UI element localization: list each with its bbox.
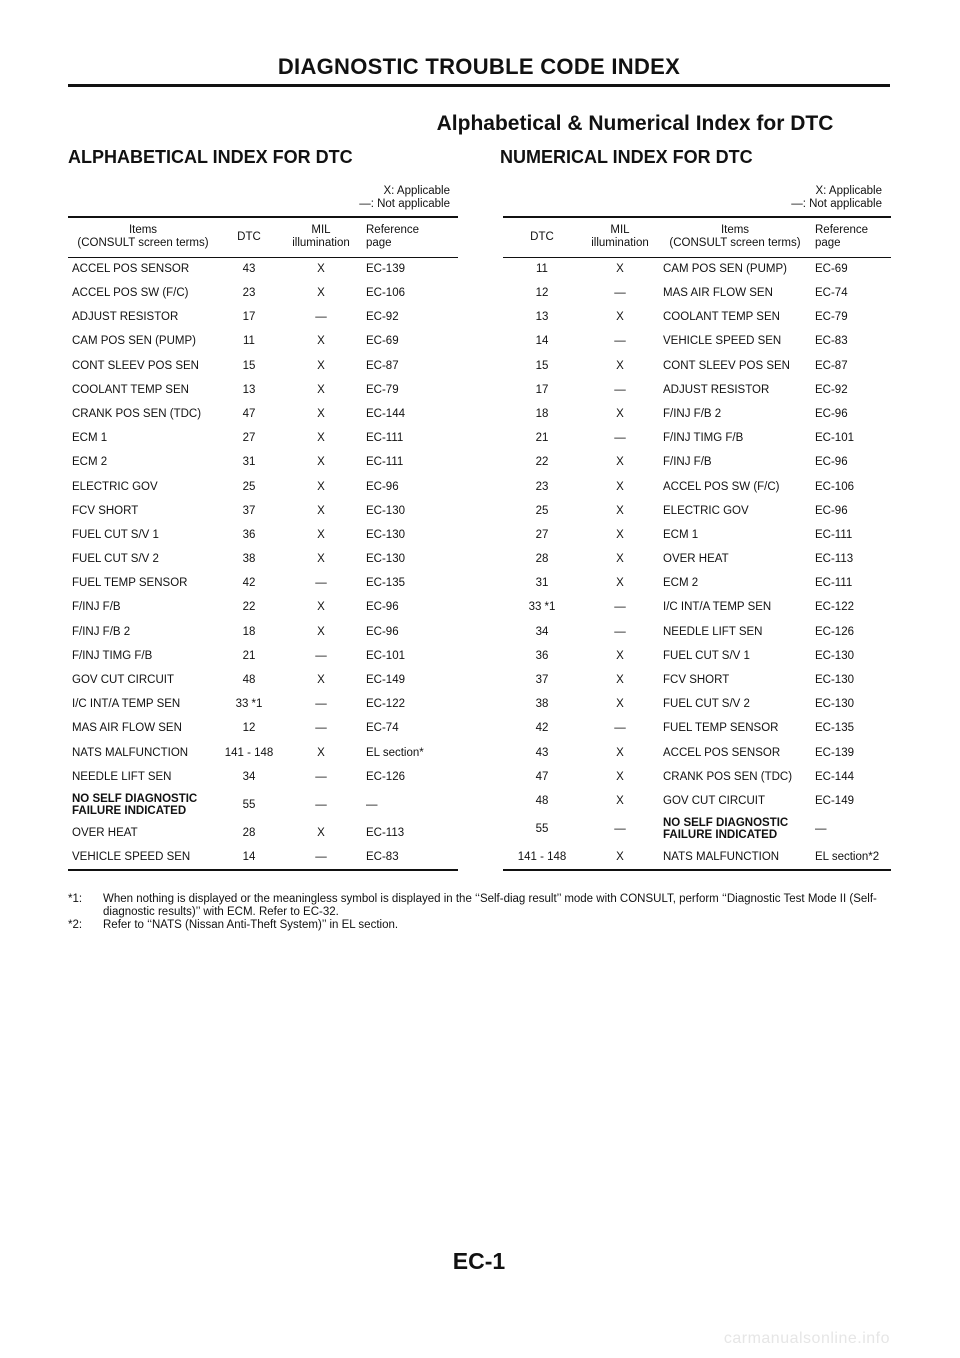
alpha-cell-item: FCV SHORT [72, 504, 139, 517]
alpha-table-row [68, 571, 458, 595]
numeric-cell-ref: EC-106 [815, 480, 854, 493]
alpha-cell-item: GOV CUT CIRCUIT [72, 674, 175, 687]
numeric-cell-item: VEHICLE SPEED SEN [663, 335, 782, 348]
numeric-col-items-line2: (CONSULT screen terms) [669, 237, 801, 250]
numeric-cell-ref: EC-122 [815, 601, 854, 614]
alpha-col-items-line1: Items [128, 224, 158, 237]
alpha-cell-item: ECM 1 [72, 432, 108, 445]
alpha-table-row [68, 717, 458, 741]
alpha-cell-item: FUEL CUT S/V 1 [72, 528, 159, 541]
numeric-cell-mil: X [616, 698, 624, 711]
alpha-table-row [68, 644, 458, 668]
alpha-cell-mil: — [315, 649, 327, 662]
alpha-cell-dtc: 11 [243, 335, 255, 348]
numeric-table-body [503, 257, 891, 870]
alpha-cell-ref: EC-126 [366, 770, 405, 783]
alpha-cell-dtc: 36 [242, 528, 256, 541]
numeric-cell-item: FUEL TEMP SENSOR [663, 722, 779, 735]
numeric-cell-ref: EC-92 [815, 383, 848, 396]
watermark: carmanualsonline.info [723, 1330, 890, 1347]
numeric-cell-item: ECM 1 [663, 528, 699, 541]
alpha-cell-dtc: 17 [242, 311, 256, 324]
alpha-cell-ref: EC-113 [366, 826, 405, 839]
numeric-col-items [659, 217, 811, 257]
alpha-cell-mil: X [317, 432, 325, 445]
numeric-cell-item: NEEDLE LIFT SEN [663, 625, 763, 638]
numeric-table-row [503, 789, 891, 813]
alpha-cell-dtc: 27 [242, 432, 256, 445]
alpha-section-title: ALPHABETICAL INDEX FOR DTC [68, 147, 353, 167]
alpha-cell-mil: — [315, 311, 327, 324]
numeric-index-table [503, 216, 891, 871]
alpha-cell-mil: — [315, 722, 327, 735]
numeric-cell-mil: — [614, 383, 626, 396]
numeric-cell-mil: — [614, 335, 626, 348]
numeric-cell-ref: EC-130 [815, 674, 854, 687]
alpha-cell-item: ACCEL POS SW (F/C) [72, 287, 189, 300]
alpha-col-dtc: DTC [218, 217, 280, 257]
alpha-table-row [68, 596, 458, 620]
numeric-table-row [503, 426, 891, 450]
numeric-cell-item: CRANK POS SEN (TDC) [663, 770, 793, 783]
alpha-cell-mil: X [317, 504, 325, 517]
numeric-table-row [503, 378, 891, 402]
alpha-cell-mil: — [280, 845, 362, 869]
alpha-cell-ref: — [366, 798, 378, 811]
footnote [68, 893, 892, 919]
numeric-table-row [503, 257, 891, 281]
alpha-table-row [68, 821, 458, 845]
numeric-col-dtc: DTC [503, 217, 581, 257]
alpha-table-row [68, 845, 458, 869]
alpha-table-row [68, 426, 458, 450]
alpha-table-row [68, 620, 458, 644]
numeric-cell-dtc: 13 [535, 311, 549, 324]
alpha-cell-item: OVER HEAT [72, 826, 138, 839]
numeric-cell-dtc: 33 *1 [528, 601, 556, 614]
alpha-table-row [68, 281, 458, 305]
alpha-table-row [68, 451, 458, 475]
alpha-cell-ref: EC-74 [366, 722, 399, 735]
numeric-cell-mil: X [616, 456, 624, 469]
numeric-cell-item: F/INJ F/B [663, 456, 712, 469]
numeric-cell-item: NO SELF DIAGNOSTIC FAILURE INDICATED [663, 816, 789, 842]
numeric-cell-mil: — [614, 823, 626, 836]
alpha-table-row [68, 402, 458, 426]
alpha-cell-dtc: 14 [218, 845, 280, 869]
alpha-cell-dtc: 15 [242, 359, 256, 372]
numeric-cell-dtc: 25 [535, 504, 549, 517]
numeric-cell-dtc: 141 - 148 [503, 845, 581, 869]
numeric-cell-dtc: 14 [535, 335, 549, 348]
numeric-cell-ref: EC-113 [815, 553, 854, 566]
alpha-table-row [68, 257, 458, 281]
alpha-table-row [68, 330, 458, 354]
alpha-cell-ref: EC-122 [366, 698, 405, 711]
numeric-cell-dtc: 55 [535, 823, 549, 836]
numeric-cell-dtc: 48 [535, 794, 549, 807]
numeric-table-row [503, 281, 891, 305]
alpha-table-row [68, 741, 458, 765]
alpha-cell-ref: EL section* [366, 746, 424, 759]
alpha-cell-ref: EC-135 [366, 577, 405, 590]
alpha-cell-mil: X [317, 826, 325, 839]
numeric-col-mil [581, 217, 659, 257]
numeric-cell-ref: EC-126 [815, 625, 854, 638]
numeric-cell-mil: X [616, 359, 624, 372]
numeric-cell-dtc: 28 [535, 553, 549, 566]
alpha-table-body [68, 257, 458, 870]
numeric-cell-mil: X [616, 577, 624, 590]
alpha-cell-dtc: 21 [242, 649, 256, 662]
alpha-cell-dtc: 141 - 148 [224, 746, 274, 759]
alpha-cell-item: MAS AIR FLOW SEN [72, 722, 182, 735]
numeric-cell-mil: X [616, 649, 624, 662]
alpha-table-row [68, 305, 458, 329]
alpha-cell-ref: EC-69 [366, 335, 399, 348]
alpha-cell-ref: EC-92 [366, 311, 399, 324]
alpha-legend [250, 185, 450, 211]
numeric-table-row [503, 644, 891, 668]
alpha-index-table [68, 216, 458, 871]
alpha-table-row [68, 668, 458, 692]
numeric-cell-ref: EC-111 [815, 528, 853, 541]
numeric-cell-mil: — [614, 722, 626, 735]
numeric-cell-ref: EC-96 [815, 407, 848, 420]
numeric-cell-dtc: 15 [535, 359, 549, 372]
alpha-cell-ref: EC-130 [366, 504, 405, 517]
numeric-table-row [503, 499, 891, 523]
alpha-col-items-line2: (CONSULT screen terms) [77, 237, 209, 250]
alpha-cell-mil: X [317, 359, 325, 372]
footnote-text: When nothing is displayed or the meaningless symbol is displayed in the ‘‘Self-diag result’’ mode with CONSULT, perform ‘‘Diagnostic Test Mode II (Self-diagnostic results)’’ with ECM. Refer to EC-32. [103, 893, 877, 918]
alpha-cell-dtc: 18 [242, 625, 256, 638]
numeric-cell-dtc: 42 [535, 722, 549, 735]
numeric-cell-mil: X [616, 674, 624, 687]
alpha-cell-mil: X [317, 335, 325, 348]
numeric-cell-mil: X [616, 504, 624, 517]
numeric-table-header-row [503, 217, 891, 257]
numeric-cell-item: I/C INT/A TEMP SEN [663, 601, 772, 614]
numeric-legend-applicable: X: Applicable [815, 185, 882, 197]
alpha-cell-mil: X [317, 746, 325, 759]
alpha-cell-mil: X [317, 287, 325, 300]
numeric-cell-mil: X [616, 794, 624, 807]
footnote [68, 919, 892, 932]
alpha-cell-mil: X [317, 263, 325, 276]
numeric-cell-ref: EC-96 [815, 504, 848, 517]
numeric-col-ref-line2: page [815, 237, 841, 250]
numeric-table-row [503, 717, 891, 741]
numeric-table-row [503, 475, 891, 499]
alpha-table-row [68, 354, 458, 378]
numeric-cell-item: F/INJ TIMG F/B [663, 432, 744, 445]
alpha-cell-item: FUEL TEMP SENSOR [72, 577, 188, 590]
alpha-cell-item: F/INJ F/B [72, 601, 121, 614]
numeric-cell-mil: X [616, 407, 624, 420]
alpha-cell-item: COOLANT TEMP SEN [72, 383, 189, 396]
numeric-cell-ref: EC-130 [815, 698, 854, 711]
numeric-cell-mil: X [581, 845, 659, 869]
numeric-cell-dtc: 17 [535, 383, 549, 396]
footnote-label: *1: [68, 893, 83, 905]
alpha-legend-applicable: X: Applicable [383, 185, 450, 197]
numeric-table-row [503, 354, 891, 378]
numeric-cell-item: COOLANT TEMP SEN [663, 311, 780, 324]
numeric-table-row [503, 330, 891, 354]
alpha-cell-mil: X [317, 456, 325, 469]
numeric-table-row [503, 571, 891, 595]
alpha-cell-mil: — [315, 770, 327, 783]
alpha-cell-dtc: 47 [242, 407, 256, 420]
numeric-cell-item: CAM POS SEN (PUMP) [663, 263, 787, 276]
numeric-cell-ref: EC-87 [815, 359, 848, 372]
alpha-cell-dtc: 43 [242, 263, 256, 276]
numeric-table-row [503, 692, 891, 716]
numeric-cell-mil: X [616, 553, 624, 566]
alpha-cell-dtc: 42 [242, 577, 256, 590]
alpha-cell-dtc: 28 [242, 826, 256, 839]
page-title: Alphabetical & Numerical Index for DTC [436, 112, 834, 135]
numeric-cell-mil: — [614, 625, 626, 638]
footnote-text: Refer to ‘‘NATS (Nissan Anti-Theft System)’’ in EL section. [103, 919, 399, 931]
numeric-cell-ref: EC-74 [815, 287, 848, 300]
numeric-cell-item: ACCEL POS SENSOR [663, 746, 781, 759]
numeric-cell-item: ADJUST RESISTOR [663, 383, 770, 396]
alpha-cell-item: NEEDLE LIFT SEN [72, 770, 172, 783]
numeric-cell-mil: X [616, 480, 624, 493]
alpha-cell-item: ECM 2 [72, 456, 108, 469]
alpha-cell-mil: X [317, 625, 325, 638]
numeric-cell-mil: — [614, 601, 626, 614]
alpha-cell-mil: X [317, 407, 325, 420]
numeric-legend-not-applicable: —: Not applicable [791, 198, 882, 210]
alpha-col-mil [280, 217, 362, 257]
alpha-cell-ref: EC-106 [366, 287, 405, 300]
alpha-cell-ref: EC-79 [366, 383, 399, 396]
numeric-cell-item: FUEL CUT S/V 1 [663, 649, 750, 662]
numeric-col-mil-line2: illumination [591, 237, 649, 250]
numeric-col-ref-line1: Reference [815, 224, 869, 237]
alpha-cell-item: ACCEL POS SENSOR [72, 263, 190, 276]
alpha-table-row [68, 499, 458, 523]
numeric-table-row [503, 741, 891, 765]
numeric-cell-ref: EC-111 [815, 577, 853, 590]
numeric-cell-ref: EC-79 [815, 311, 848, 324]
page-header-title: DIAGNOSTIC TROUBLE CODE INDEX [277, 54, 681, 79]
alpha-cell-item: ADJUST RESISTOR [72, 311, 179, 324]
numeric-cell-dtc: 12 [535, 287, 549, 300]
numeric-cell-item: NATS MALFUNCTION [659, 845, 811, 869]
alpha-cell-dtc: 31 [242, 456, 256, 469]
numeric-cell-ref: EC-69 [815, 263, 848, 276]
page-number: EC-1 [452, 1248, 506, 1274]
alpha-cell-mil: X [317, 674, 325, 687]
numeric-cell-item: GOV CUT CIRCUIT [663, 794, 766, 807]
alpha-cell-dtc: 12 [242, 722, 256, 735]
numeric-cell-mil: X [616, 263, 624, 276]
alpha-cell-ref: EC-111 [366, 456, 404, 469]
alpha-cell-item: CRANK POS SEN (TDC) [72, 407, 202, 420]
alpha-table-row [68, 378, 458, 402]
numeric-cell-mil: X [616, 311, 624, 324]
numeric-section-title: NUMERICAL INDEX FOR DTC [500, 147, 753, 167]
alpha-cell-ref: EC-111 [366, 432, 404, 445]
numeric-cell-ref: EC-96 [815, 456, 848, 469]
numeric-col-items-line1: Items [720, 224, 750, 237]
numeric-cell-dtc: 23 [535, 480, 549, 493]
numeric-cell-mil: X [616, 528, 624, 541]
alpha-cell-mil: X [317, 480, 325, 493]
header-rule [68, 84, 890, 87]
numeric-cell-ref: EC-139 [815, 746, 854, 759]
numeric-table-row [503, 620, 891, 644]
alpha-cell-ref: EC-130 [366, 528, 405, 541]
numeric-cell-mil: X [616, 770, 624, 783]
numeric-table-row [503, 402, 891, 426]
alpha-cell-dtc: 48 [242, 674, 256, 687]
numeric-col-ref [811, 217, 891, 257]
alpha-cell-mil: — [315, 798, 327, 811]
numeric-table-row [503, 451, 891, 475]
alpha-cell-item: CAM POS SEN (PUMP) [72, 335, 196, 348]
alpha-cell-ref: EC-96 [366, 601, 399, 614]
numeric-cell-item: ELECTRIC GOV [663, 504, 749, 517]
numeric-cell-item: OVER HEAT [663, 553, 729, 566]
numeric-cell-ref: EC-101 [815, 432, 854, 445]
alpha-cell-mil: — [315, 577, 327, 590]
alpha-cell-ref: EC-87 [366, 359, 399, 372]
footnote-label: *2: [68, 919, 83, 931]
numeric-cell-ref: EC-144 [815, 770, 854, 783]
numeric-cell-dtc: 43 [535, 746, 549, 759]
numeric-col-mil-line1: MIL [610, 224, 630, 237]
alpha-cell-item: F/INJ TIMG F/B [72, 649, 153, 662]
numeric-table-row [503, 547, 891, 571]
alpha-cell-item: NATS MALFUNCTION [72, 746, 189, 759]
alpha-col-mil-line1: MIL [311, 224, 331, 237]
numeric-cell-dtc: 27 [535, 528, 549, 541]
alpha-col-ref [362, 217, 458, 257]
numeric-cell-item: CONT SLEEV POS SEN [663, 359, 790, 372]
numeric-cell-dtc: 38 [535, 698, 549, 711]
alpha-cell-item: CONT SLEEV POS SEN [72, 359, 199, 372]
alpha-cell-item: ELECTRIC GOV [72, 480, 158, 493]
alpha-cell-dtc: 37 [242, 504, 256, 517]
numeric-cell-item: FUEL CUT S/V 2 [663, 698, 750, 711]
numeric-cell-item: MAS AIR FLOW SEN [663, 287, 773, 300]
alpha-cell-dtc: 25 [242, 480, 256, 493]
numeric-cell-dtc: 47 [535, 770, 549, 783]
numeric-cell-dtc: 34 [535, 625, 549, 638]
alpha-cell-dtc: 34 [242, 770, 256, 783]
alpha-col-items [68, 217, 218, 257]
numeric-cell-ref: EC-149 [815, 794, 854, 807]
alpha-cell-ref: EC-96 [366, 625, 399, 638]
numeric-cell-dtc: 22 [535, 456, 549, 469]
numeric-cell-ref: EC-83 [815, 335, 848, 348]
alpha-table-row [68, 789, 458, 821]
numeric-cell-ref: EC-130 [815, 649, 854, 662]
numeric-cell-ref: EL section*2 [811, 845, 891, 869]
alpha-table-row [68, 765, 458, 789]
alpha-table-row [68, 523, 458, 547]
alpha-legend-not-applicable: —: Not applicable [359, 198, 450, 210]
numeric-cell-dtc: 11 [536, 263, 548, 276]
numeric-table-row [503, 845, 891, 869]
alpha-cell-item: FUEL CUT S/V 2 [72, 553, 159, 566]
alpha-cell-mil: — [315, 698, 327, 711]
numeric-cell-dtc: 31 [535, 577, 549, 590]
alpha-table-header-row [68, 217, 458, 257]
numeric-cell-mil: — [614, 287, 626, 300]
alpha-cell-dtc: 23 [242, 287, 256, 300]
alpha-cell-ref: EC-139 [366, 263, 405, 276]
alpha-col-ref-line2: page [366, 237, 392, 250]
alpha-cell-ref: EC-130 [366, 553, 405, 566]
numeric-cell-dtc: 18 [535, 407, 549, 420]
numeric-cell-dtc: 37 [535, 674, 549, 687]
alpha-cell-item: F/INJ F/B 2 [72, 625, 131, 638]
alpha-cell-dtc: 55 [242, 798, 256, 811]
alpha-table-row [68, 475, 458, 499]
numeric-cell-item: ECM 2 [663, 577, 699, 590]
numeric-cell-ref: — [815, 823, 827, 836]
alpha-table-row [68, 692, 458, 716]
numeric-table-row [503, 596, 891, 620]
numeric-legend [682, 185, 882, 211]
numeric-cell-item: F/INJ F/B 2 [663, 407, 722, 420]
numeric-cell-dtc: 21 [535, 432, 549, 445]
numeric-cell-item: FCV SHORT [663, 674, 730, 687]
alpha-cell-dtc: 33 *1 [235, 698, 263, 711]
numeric-table-row [503, 668, 891, 692]
alpha-cell-ref: EC-83 [362, 845, 458, 869]
numeric-cell-ref: EC-135 [815, 722, 854, 735]
alpha-col-ref-line1: Reference [366, 224, 420, 237]
alpha-cell-mil: X [317, 528, 325, 541]
alpha-cell-mil: X [317, 383, 325, 396]
footnotes [68, 893, 892, 932]
alpha-cell-item: VEHICLE SPEED SEN [68, 845, 218, 869]
numeric-cell-mil: — [614, 432, 626, 445]
alpha-cell-ref: EC-144 [366, 407, 405, 420]
numeric-cell-dtc: 36 [535, 649, 549, 662]
alpha-cell-mil: X [317, 553, 325, 566]
alpha-cell-ref: EC-149 [366, 674, 405, 687]
alpha-cell-item: I/C INT/A TEMP SEN [72, 698, 181, 711]
numeric-table-row [503, 813, 891, 845]
alpha-cell-dtc: 22 [242, 601, 256, 614]
numeric-table-row [503, 523, 891, 547]
alpha-cell-dtc: 13 [242, 383, 256, 396]
numeric-cell-item: ACCEL POS SW (F/C) [663, 480, 780, 493]
alpha-table-row [68, 547, 458, 571]
alpha-col-mil-line2: illumination [292, 237, 350, 250]
numeric-table-row [503, 305, 891, 329]
alpha-cell-dtc: 38 [242, 553, 256, 566]
alpha-cell-item: NO SELF DIAGNOSTIC FAILURE INDICATED [72, 792, 198, 818]
alpha-cell-ref: EC-101 [366, 649, 405, 662]
numeric-cell-mil: X [616, 746, 624, 759]
numeric-table-row [503, 765, 891, 789]
alpha-cell-mil: X [317, 601, 325, 614]
alpha-cell-ref: EC-96 [366, 480, 399, 493]
